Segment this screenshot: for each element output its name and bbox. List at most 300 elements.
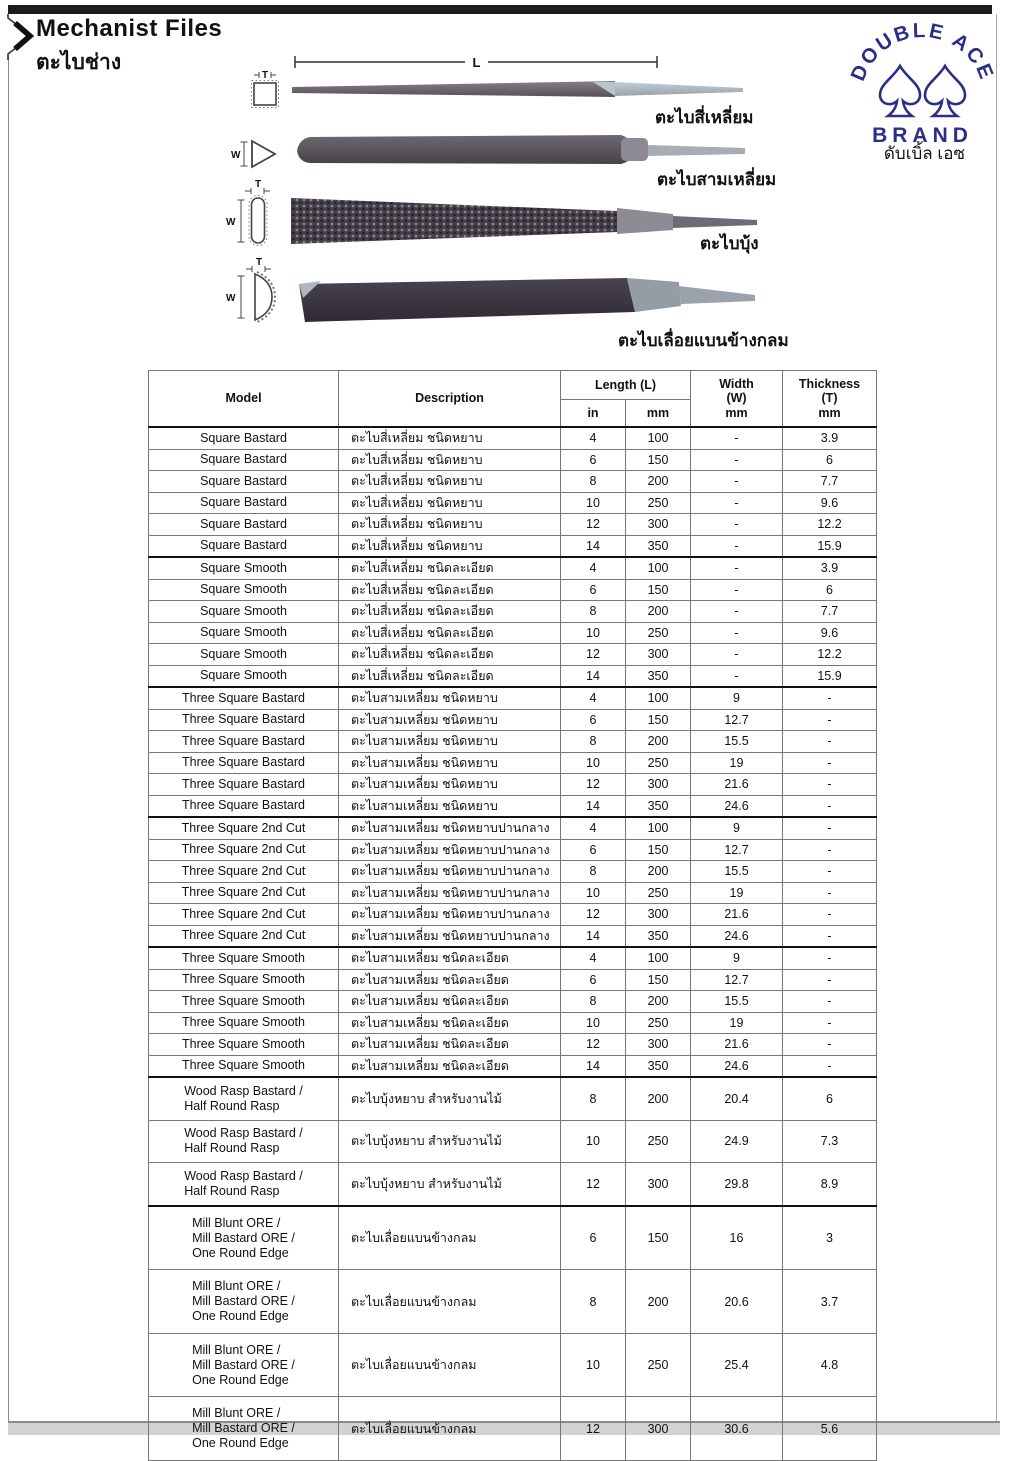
width-cell: - bbox=[691, 622, 783, 644]
width-cell: 30.6 bbox=[691, 1397, 783, 1461]
description-cell: ตะไบเลื่อยแบนข้างกลม bbox=[339, 1397, 561, 1461]
svg-text:W: W bbox=[226, 217, 236, 228]
thickness-cell: 3 bbox=[783, 1206, 877, 1270]
width-cell: 12.7 bbox=[691, 709, 783, 731]
col-header-model: Model bbox=[149, 371, 339, 428]
model-cell: Mill Blunt ORE / Mill Bastard ORE / One Round Edge bbox=[149, 1206, 339, 1270]
length-in-cell: 6 bbox=[561, 579, 626, 601]
width-cell: 19 bbox=[691, 1012, 783, 1034]
description-cell: ตะไบสามเหลี่ยม ชนิดหยาบปานกลาง bbox=[339, 904, 561, 926]
table-row bbox=[149, 644, 877, 666]
table-row bbox=[149, 622, 877, 644]
col-header-width bbox=[691, 371, 783, 428]
model-cell: Three Square Bastard bbox=[149, 795, 339, 817]
length-in-cell: 4 bbox=[561, 687, 626, 709]
description-cell: ตะไบเลื่อยแบนข้างกลม bbox=[339, 1270, 561, 1334]
length-mm-cell: 250 bbox=[626, 1333, 691, 1397]
col-header-description: Description bbox=[339, 371, 561, 428]
length-mm-cell: 300 bbox=[626, 644, 691, 666]
length-in-cell: 12 bbox=[561, 644, 626, 666]
table-row bbox=[149, 839, 877, 861]
length-in-cell: 8 bbox=[561, 1077, 626, 1120]
width-cell: - bbox=[691, 579, 783, 601]
thickness-cell: 5.6 bbox=[783, 1397, 877, 1461]
description-cell: ตะไบบุ้งหยาบ สำหรับงานไม้ bbox=[339, 1120, 561, 1163]
logo-brand-text: BRAND bbox=[872, 124, 973, 147]
left-border-line bbox=[8, 56, 9, 1428]
model-cell: Three Square Bastard bbox=[149, 731, 339, 753]
width-cell: - bbox=[691, 535, 783, 557]
length-in-cell: 12 bbox=[561, 1397, 626, 1461]
description-cell: ตะไบสามเหลี่ยม ชนิดหยาบปานกลาง bbox=[339, 925, 561, 947]
col-header-thickness bbox=[783, 371, 877, 428]
width-cell: 9 bbox=[691, 817, 783, 839]
thickness-cell: 9.6 bbox=[783, 622, 877, 644]
col-header-thickness-line3: mm bbox=[818, 405, 841, 420]
length-mm-cell: 200 bbox=[626, 601, 691, 623]
double-ace-brand-logo bbox=[835, 18, 1010, 150]
thickness-cell: - bbox=[783, 731, 877, 753]
length-in-cell: 6 bbox=[561, 449, 626, 471]
model-cell: Square Smooth bbox=[149, 579, 339, 601]
thickness-cell: 6 bbox=[783, 449, 877, 471]
length-mm-cell: 250 bbox=[626, 1012, 691, 1034]
thickness-cell: 12.2 bbox=[783, 644, 877, 666]
model-cell: Three Square Bastard bbox=[149, 752, 339, 774]
length-mm-cell: 150 bbox=[626, 579, 691, 601]
description-cell: ตะไบสี่เหลี่ยม ชนิดหยาบ bbox=[339, 535, 561, 557]
thickness-cell: 7.7 bbox=[783, 471, 877, 493]
description-cell: ตะไบสามเหลี่ยม ชนิดหยาบ bbox=[339, 731, 561, 753]
right-border-line bbox=[996, 14, 997, 1422]
file-label-mill: ตะไบเลื่อยแบนข้างกลม bbox=[618, 331, 789, 350]
length-mm-cell: 350 bbox=[626, 665, 691, 687]
width-cell: 20.4 bbox=[691, 1077, 783, 1120]
model-cell: Three Square 2nd Cut bbox=[149, 882, 339, 904]
length-in-cell: 6 bbox=[561, 709, 626, 731]
length-mm-cell: 300 bbox=[626, 1397, 691, 1461]
length-in-cell: 4 bbox=[561, 557, 626, 579]
length-mm-cell: 250 bbox=[626, 1120, 691, 1163]
thickness-cell: - bbox=[783, 925, 877, 947]
length-mm-cell: 250 bbox=[626, 622, 691, 644]
length-mm-cell: 100 bbox=[626, 687, 691, 709]
table-row bbox=[149, 1120, 877, 1163]
description-cell: ตะไบสามเหลี่ยม ชนิดละเอียด bbox=[339, 1055, 561, 1077]
length-mm-cell: 350 bbox=[626, 535, 691, 557]
description-cell: ตะไบสามเหลี่ยม ชนิดหยาบ bbox=[339, 795, 561, 817]
table-row bbox=[149, 1012, 877, 1034]
table-row bbox=[149, 1397, 877, 1461]
files-diagram bbox=[225, 48, 770, 350]
thickness-cell: - bbox=[783, 774, 877, 796]
length-in-cell: 8 bbox=[561, 731, 626, 753]
table-row bbox=[149, 709, 877, 731]
thickness-cell: 3.9 bbox=[783, 427, 877, 449]
length-in-cell: 14 bbox=[561, 925, 626, 947]
length-mm-cell: 100 bbox=[626, 427, 691, 449]
mill-section-icon bbox=[226, 257, 275, 322]
length-mm-cell: 250 bbox=[626, 882, 691, 904]
length-mm-cell: 200 bbox=[626, 731, 691, 753]
length-in-cell: 12 bbox=[561, 1034, 626, 1056]
thickness-cell: - bbox=[783, 817, 877, 839]
length-in-cell: 10 bbox=[561, 492, 626, 514]
file-label-rasp: ตะไบบุ้ง bbox=[700, 234, 759, 253]
col-header-length: Length (L) bbox=[561, 371, 691, 400]
width-cell: - bbox=[691, 492, 783, 514]
svg-text:W: W bbox=[231, 150, 241, 161]
file-label-square: ตะไบสี่เหลี่ยม bbox=[655, 108, 754, 127]
width-cell: 12.7 bbox=[691, 969, 783, 991]
thickness-cell: - bbox=[783, 861, 877, 883]
length-mm-cell: 200 bbox=[626, 471, 691, 493]
width-cell: 9 bbox=[691, 947, 783, 969]
svg-text:T: T bbox=[255, 257, 263, 268]
thickness-cell: - bbox=[783, 904, 877, 926]
length-in-cell: 8 bbox=[561, 861, 626, 883]
file-label-triangular: ตะไบสามเหลี่ยม bbox=[657, 170, 777, 189]
description-cell: ตะไบสามเหลี่ยม ชนิดหยาบปานกลาง bbox=[339, 861, 561, 883]
table-row bbox=[149, 601, 877, 623]
length-mm-cell: 150 bbox=[626, 969, 691, 991]
length-in-cell: 10 bbox=[561, 622, 626, 644]
width-cell: - bbox=[691, 514, 783, 536]
model-cell: Square Bastard bbox=[149, 535, 339, 557]
length-in-cell: 10 bbox=[561, 1120, 626, 1163]
table-row bbox=[149, 1055, 877, 1077]
length-mm-cell: 100 bbox=[626, 557, 691, 579]
table-row bbox=[149, 1206, 877, 1270]
model-cell: Square Bastard bbox=[149, 427, 339, 449]
length-mm-cell: 300 bbox=[626, 904, 691, 926]
description-cell: ตะไบสามเหลี่ยม ชนิดหยาบ bbox=[339, 709, 561, 731]
description-cell: ตะไบสี่เหลี่ยม ชนิดหยาบ bbox=[339, 427, 561, 449]
model-cell: Square Bastard bbox=[149, 449, 339, 471]
table-row bbox=[149, 665, 877, 687]
model-cell: Three Square Bastard bbox=[149, 687, 339, 709]
thickness-cell: - bbox=[783, 969, 877, 991]
thickness-cell: 7.7 bbox=[783, 601, 877, 623]
length-mm-cell: 300 bbox=[626, 1163, 691, 1206]
width-cell: 15.5 bbox=[691, 861, 783, 883]
width-cell: 16 bbox=[691, 1206, 783, 1270]
model-cell: Three Square Bastard bbox=[149, 774, 339, 796]
length-mm-cell: 150 bbox=[626, 709, 691, 731]
length-in-cell: 14 bbox=[561, 1055, 626, 1077]
model-cell: Mill Blunt ORE / Mill Bastard ORE / One Round Edge bbox=[149, 1333, 339, 1397]
length-mm-cell: 200 bbox=[626, 991, 691, 1013]
width-cell: - bbox=[691, 665, 783, 687]
table-row bbox=[149, 731, 877, 753]
table-row bbox=[149, 535, 877, 557]
length-mm-cell: 350 bbox=[626, 1055, 691, 1077]
thickness-cell: 15.9 bbox=[783, 665, 877, 687]
length-in-cell: 12 bbox=[561, 1163, 626, 1206]
width-cell: - bbox=[691, 427, 783, 449]
width-cell: 24.6 bbox=[691, 1055, 783, 1077]
model-cell: Three Square 2nd Cut bbox=[149, 925, 339, 947]
col-header-width-line2: (W) bbox=[726, 391, 747, 406]
description-cell: ตะไบสามเหลี่ยม ชนิดละเอียด bbox=[339, 1034, 561, 1056]
length-in-cell: 4 bbox=[561, 947, 626, 969]
width-cell: - bbox=[691, 557, 783, 579]
width-cell: 19 bbox=[691, 882, 783, 904]
model-cell: Three Square Smooth bbox=[149, 947, 339, 969]
model-cell: Mill Blunt ORE / Mill Bastard ORE / One Round Edge bbox=[149, 1270, 339, 1334]
width-cell: 19 bbox=[691, 752, 783, 774]
thickness-cell: - bbox=[783, 882, 877, 904]
model-cell: Three Square Bastard bbox=[149, 709, 339, 731]
table-row bbox=[149, 752, 877, 774]
table-row bbox=[149, 991, 877, 1013]
model-cell: Square Smooth bbox=[149, 601, 339, 623]
table-row bbox=[149, 925, 877, 947]
description-cell: ตะไบสี่เหลี่ยม ชนิดละเอียด bbox=[339, 644, 561, 666]
length-in-cell: 10 bbox=[561, 882, 626, 904]
width-cell: 21.6 bbox=[691, 904, 783, 926]
table-row bbox=[149, 687, 877, 709]
width-cell: - bbox=[691, 449, 783, 471]
length-mm-cell: 250 bbox=[626, 492, 691, 514]
length-in-cell: 10 bbox=[561, 1333, 626, 1397]
thickness-cell: 8.9 bbox=[783, 1163, 877, 1206]
length-in-cell: 6 bbox=[561, 969, 626, 991]
table-row bbox=[149, 1034, 877, 1056]
width-cell: - bbox=[691, 601, 783, 623]
table-row bbox=[149, 471, 877, 493]
length-mm-cell: 100 bbox=[626, 947, 691, 969]
length-mm-cell: 200 bbox=[626, 861, 691, 883]
length-mm-cell: 200 bbox=[626, 1270, 691, 1334]
table-row bbox=[149, 1270, 877, 1334]
triangular-file-image bbox=[297, 135, 745, 164]
description-cell: ตะไบสามเหลี่ยม ชนิดหยาบ bbox=[339, 774, 561, 796]
length-in-cell: 14 bbox=[561, 795, 626, 817]
description-cell: ตะไบสี่เหลี่ยม ชนิดละเอียด bbox=[339, 601, 561, 623]
description-cell: ตะไบสี่เหลี่ยม ชนิดละเอียด bbox=[339, 622, 561, 644]
model-cell: Wood Rasp Bastard / Half Round Rasp bbox=[149, 1120, 339, 1163]
table-row bbox=[149, 579, 877, 601]
length-in-cell: 10 bbox=[561, 1012, 626, 1034]
thickness-cell: 4.8 bbox=[783, 1333, 877, 1397]
description-cell: ตะไบสี่เหลี่ยม ชนิดละเอียด bbox=[339, 579, 561, 601]
half-round-section-icon bbox=[226, 179, 270, 246]
thickness-cell: - bbox=[783, 1012, 877, 1034]
thickness-cell: 6 bbox=[783, 579, 877, 601]
thickness-cell: - bbox=[783, 709, 877, 731]
svg-text:T: T bbox=[254, 179, 262, 190]
length-in-cell: 12 bbox=[561, 904, 626, 926]
length-in-cell: 4 bbox=[561, 817, 626, 839]
length-in-cell: 6 bbox=[561, 1206, 626, 1270]
length-in-cell: 6 bbox=[561, 839, 626, 861]
width-cell: 9 bbox=[691, 687, 783, 709]
model-cell: Three Square 2nd Cut bbox=[149, 817, 339, 839]
table-row bbox=[149, 1077, 877, 1120]
table-row bbox=[149, 557, 877, 579]
triangle-section-icon bbox=[231, 141, 275, 167]
length-mm-cell: 250 bbox=[626, 752, 691, 774]
description-cell: ตะไบสามเหลี่ยม ชนิดหยาบปานกลาง bbox=[339, 839, 561, 861]
length-mm-cell: 300 bbox=[626, 774, 691, 796]
thickness-cell: - bbox=[783, 795, 877, 817]
description-cell: ตะไบสี่เหลี่ยม ชนิดหยาบ bbox=[339, 492, 561, 514]
thickness-cell: 9.6 bbox=[783, 492, 877, 514]
width-cell: 15.5 bbox=[691, 731, 783, 753]
table-row bbox=[149, 449, 877, 471]
svg-text:W: W bbox=[226, 293, 236, 304]
width-cell: 24.9 bbox=[691, 1120, 783, 1163]
length-in-cell: 8 bbox=[561, 1270, 626, 1334]
description-cell: ตะไบสามเหลี่ยม ชนิดละเอียด bbox=[339, 1012, 561, 1034]
width-cell: 24.6 bbox=[691, 925, 783, 947]
description-cell: ตะไบสามเหลี่ยม ชนิดละเอียด bbox=[339, 991, 561, 1013]
model-cell: Square Bastard bbox=[149, 492, 339, 514]
table-row bbox=[149, 1163, 877, 1206]
description-cell: ตะไบสี่เหลี่ยม ชนิดละเอียด bbox=[339, 665, 561, 687]
logo-thai-text: ดับเบิ้ล เอซ bbox=[883, 144, 965, 163]
length-mm-cell: 100 bbox=[626, 817, 691, 839]
spec-table-wrap bbox=[148, 370, 876, 1461]
length-mm-cell: 300 bbox=[626, 1034, 691, 1056]
width-cell: 29.8 bbox=[691, 1163, 783, 1206]
logo-arc-text: DOUBLE ACE bbox=[846, 18, 999, 85]
page-subtitle-thai: ตะไบช่าง bbox=[36, 51, 122, 74]
page-title: Mechanist Files bbox=[36, 15, 223, 42]
description-cell: ตะไบเลื่อยแบนข้างกลม bbox=[339, 1206, 561, 1270]
description-cell: ตะไบสามเหลี่ยม ชนิดละเอียด bbox=[339, 947, 561, 969]
thickness-cell: - bbox=[783, 1055, 877, 1077]
model-cell: Three Square Smooth bbox=[149, 1034, 339, 1056]
description-cell: ตะไบสี่เหลี่ยม ชนิดละเอียด bbox=[339, 557, 561, 579]
length-mm-cell: 350 bbox=[626, 795, 691, 817]
model-cell: Square Smooth bbox=[149, 665, 339, 687]
table-row bbox=[149, 882, 877, 904]
description-cell: ตะไบเลื่อยแบนข้างกลม bbox=[339, 1333, 561, 1397]
table-row bbox=[149, 904, 877, 926]
thickness-cell: 15.9 bbox=[783, 535, 877, 557]
table-row bbox=[149, 861, 877, 883]
description-cell: ตะไบสี่เหลี่ยม ชนิดหยาบ bbox=[339, 514, 561, 536]
length-in-cell: 12 bbox=[561, 514, 626, 536]
model-cell: Three Square Smooth bbox=[149, 991, 339, 1013]
description-cell: ตะไบสามเหลี่ยม ชนิดหยาบ bbox=[339, 687, 561, 709]
width-cell: - bbox=[691, 471, 783, 493]
col-header-width-line3: mm bbox=[725, 405, 748, 420]
model-cell: Square Smooth bbox=[149, 644, 339, 666]
thickness-cell: 7.3 bbox=[783, 1120, 877, 1163]
length-mm-cell: 150 bbox=[626, 449, 691, 471]
length-in-cell: 12 bbox=[561, 774, 626, 796]
width-cell: 12.7 bbox=[691, 839, 783, 861]
table-row bbox=[149, 514, 877, 536]
thickness-cell: 3.7 bbox=[783, 1270, 877, 1334]
model-cell: Square Smooth bbox=[149, 622, 339, 644]
col-header-thickness-line2: (T) bbox=[821, 391, 838, 406]
description-cell: ตะไบสามเหลี่ยม ชนิดหยาบปานกลาง bbox=[339, 882, 561, 904]
thickness-cell: 6 bbox=[783, 1077, 877, 1120]
length-in-cell: 10 bbox=[561, 752, 626, 774]
col-header-in: in bbox=[561, 400, 626, 428]
model-cell: Three Square Smooth bbox=[149, 1012, 339, 1034]
length-in-cell: 8 bbox=[561, 991, 626, 1013]
table-row bbox=[149, 817, 877, 839]
description-cell: ตะไบบุ้งหยาบ สำหรับงานไม้ bbox=[339, 1163, 561, 1206]
description-cell: ตะไบสามเหลี่ยม ชนิดหยาบ bbox=[339, 752, 561, 774]
width-cell: 25.4 bbox=[691, 1333, 783, 1397]
table-row bbox=[149, 1333, 877, 1397]
length-dimension-label: L bbox=[472, 55, 481, 70]
spade-icon bbox=[880, 66, 920, 116]
length-mm-cell: 200 bbox=[626, 1077, 691, 1120]
model-cell: Square Smooth bbox=[149, 557, 339, 579]
length-mm-cell: 350 bbox=[626, 925, 691, 947]
width-cell: 21.6 bbox=[691, 774, 783, 796]
product-table bbox=[148, 370, 877, 1461]
square-file-image bbox=[292, 81, 743, 97]
model-cell: Wood Rasp Bastard / Half Round Rasp bbox=[149, 1163, 339, 1206]
length-in-cell: 4 bbox=[561, 427, 626, 449]
thickness-cell: - bbox=[783, 687, 877, 709]
col-header-width-line1: Width bbox=[719, 376, 754, 391]
thickness-cell: - bbox=[783, 839, 877, 861]
model-cell: Three Square Smooth bbox=[149, 1055, 339, 1077]
model-cell: Three Square 2nd Cut bbox=[149, 839, 339, 861]
svg-text:T: T bbox=[261, 70, 269, 81]
width-cell: - bbox=[691, 644, 783, 666]
table-row bbox=[149, 947, 877, 969]
length-in-cell: 14 bbox=[561, 535, 626, 557]
length-in-cell: 8 bbox=[561, 601, 626, 623]
width-cell: 21.6 bbox=[691, 1034, 783, 1056]
description-cell: ตะไบสามเหลี่ยม ชนิดหยาบปานกลาง bbox=[339, 817, 561, 839]
thickness-cell: - bbox=[783, 991, 877, 1013]
table-row bbox=[149, 427, 877, 449]
length-mm-cell: 300 bbox=[626, 514, 691, 536]
description-cell: ตะไบสี่เหลี่ยม ชนิดหยาบ bbox=[339, 471, 561, 493]
mill-file-image bbox=[299, 278, 755, 322]
model-cell: Three Square Smooth bbox=[149, 969, 339, 991]
thickness-cell: 12.2 bbox=[783, 514, 877, 536]
table-row bbox=[149, 795, 877, 817]
model-cell: Mill Blunt ORE / Mill Bastard ORE / One Round Edge bbox=[149, 1397, 339, 1461]
description-cell: ตะไบบุ้งหยาบ สำหรับงานไม้ bbox=[339, 1077, 561, 1120]
model-cell: Square Bastard bbox=[149, 471, 339, 493]
model-cell: Three Square 2nd Cut bbox=[149, 861, 339, 883]
width-cell: 15.5 bbox=[691, 991, 783, 1013]
spade-icon bbox=[925, 66, 965, 116]
model-cell: Square Bastard bbox=[149, 514, 339, 536]
description-cell: ตะไบสี่เหลี่ยม ชนิดหยาบ bbox=[339, 449, 561, 471]
rasp-file-image bbox=[291, 198, 757, 244]
col-header-thickness-line1: Thickness bbox=[798, 376, 861, 391]
thickness-cell: - bbox=[783, 947, 877, 969]
length-in-cell: 8 bbox=[561, 471, 626, 493]
width-cell: 20.6 bbox=[691, 1270, 783, 1334]
thickness-cell: - bbox=[783, 752, 877, 774]
thickness-cell: 3.9 bbox=[783, 557, 877, 579]
table-row bbox=[149, 774, 877, 796]
table-row bbox=[149, 492, 877, 514]
thickness-cell: - bbox=[783, 1034, 877, 1056]
col-header-mm: mm bbox=[626, 400, 691, 428]
square-section-icon bbox=[252, 70, 279, 108]
table-row bbox=[149, 969, 877, 991]
length-mm-cell: 150 bbox=[626, 1206, 691, 1270]
model-cell: Wood Rasp Bastard / Half Round Rasp bbox=[149, 1077, 339, 1120]
width-cell: 24.6 bbox=[691, 795, 783, 817]
